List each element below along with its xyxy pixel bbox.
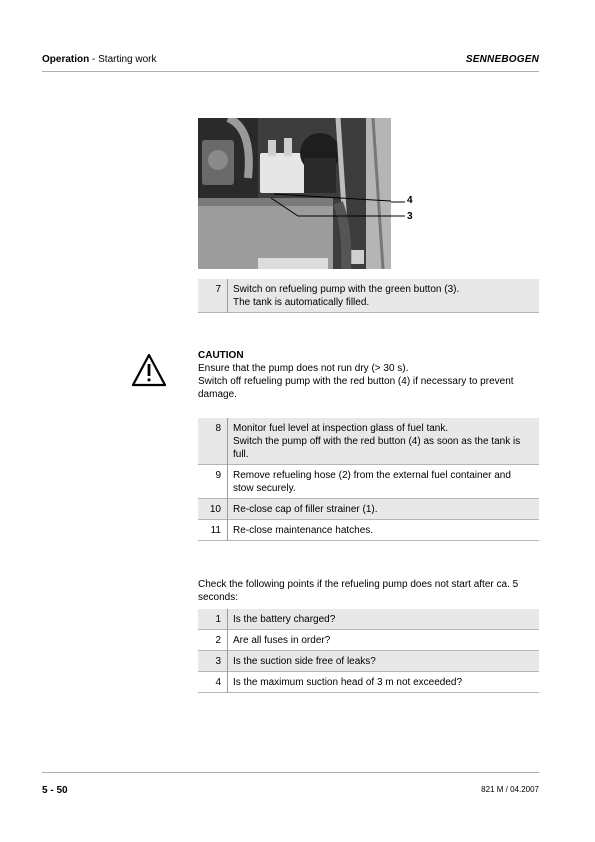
table-row: [198, 630, 539, 651]
check-number: 2: [198, 630, 228, 651]
brand-logo: SENNEBOGEN: [465, 54, 539, 65]
table-row: [198, 651, 539, 672]
steps-table-a: [198, 279, 539, 313]
caution-heading: CAUTION: [198, 350, 244, 361]
table-row: [198, 465, 539, 499]
step-text: [228, 279, 540, 313]
page-number: 5 - 50: [42, 785, 68, 796]
step-line: Switch on refueling pump with the green button (3).: [233, 284, 460, 295]
table-row: [198, 279, 539, 313]
check-text: Is the battery charged?: [228, 609, 540, 630]
step-text: Re-close maintenance hatches.: [233, 525, 374, 536]
table-row: [198, 672, 539, 693]
callout-label-4: 4: [407, 195, 413, 206]
checks-table: [198, 609, 539, 693]
header-subsection: Starting work: [98, 54, 157, 65]
table-row: [198, 418, 539, 465]
step-text: [228, 418, 540, 465]
table-row: [198, 520, 539, 541]
step-number: 10: [198, 499, 228, 520]
warning-triangle-icon: [131, 352, 167, 388]
header-divider: [42, 71, 539, 72]
footer-divider: [42, 772, 539, 773]
steps-table-b: [198, 418, 539, 541]
table-row: [198, 499, 539, 520]
step-number: 8: [198, 418, 228, 465]
document-id: 821 M / 04.2007: [481, 785, 539, 794]
caution-line-1: Ensure that the pump does not run dry (> 30 s).: [198, 363, 409, 374]
step-number: 9: [198, 465, 228, 499]
callout-leaders: [391, 196, 405, 220]
header-section: Operation: [42, 54, 90, 65]
step-text: Re-close cap of filler strainer (1).: [228, 499, 540, 520]
table-row: [198, 609, 539, 630]
check-number: 1: [198, 609, 228, 630]
step-line: The tank is automatically filled.: [233, 297, 370, 308]
caution-line-2: Switch off refueling pump with the red button (4) if necessary to prevent damage.: [198, 376, 514, 400]
header-separator: -: [89, 54, 99, 65]
step-line: Switch the pump off with the red button (4) as soon as the tank is full.: [233, 436, 521, 460]
check-text: Is the maximum suction head of 3 m not exceeded?: [233, 677, 463, 688]
step-text: Remove refueling hose (2) from the external fuel container and stow securely.: [233, 470, 511, 494]
check-intro: Check the following points if the refueling pump does not start after ca. 5 seconds:: [198, 579, 519, 603]
photo-illustration: [198, 118, 391, 269]
page-header: [42, 54, 539, 72]
check-number: 4: [198, 672, 228, 693]
step-line: Monitor fuel level at inspection glass of fuel tank.: [233, 423, 449, 434]
refueling-pump-photo: [198, 118, 391, 269]
check-text: Is the suction side free of leaks?: [228, 651, 540, 672]
caution-block: [198, 349, 543, 401]
step-number: 7: [198, 279, 228, 313]
header-title: [42, 54, 156, 65]
callout-label-3: 3: [407, 211, 413, 222]
step-number: 11: [198, 520, 228, 541]
check-text: Are all fuses in order?: [233, 635, 331, 646]
check-number: 3: [198, 651, 228, 672]
